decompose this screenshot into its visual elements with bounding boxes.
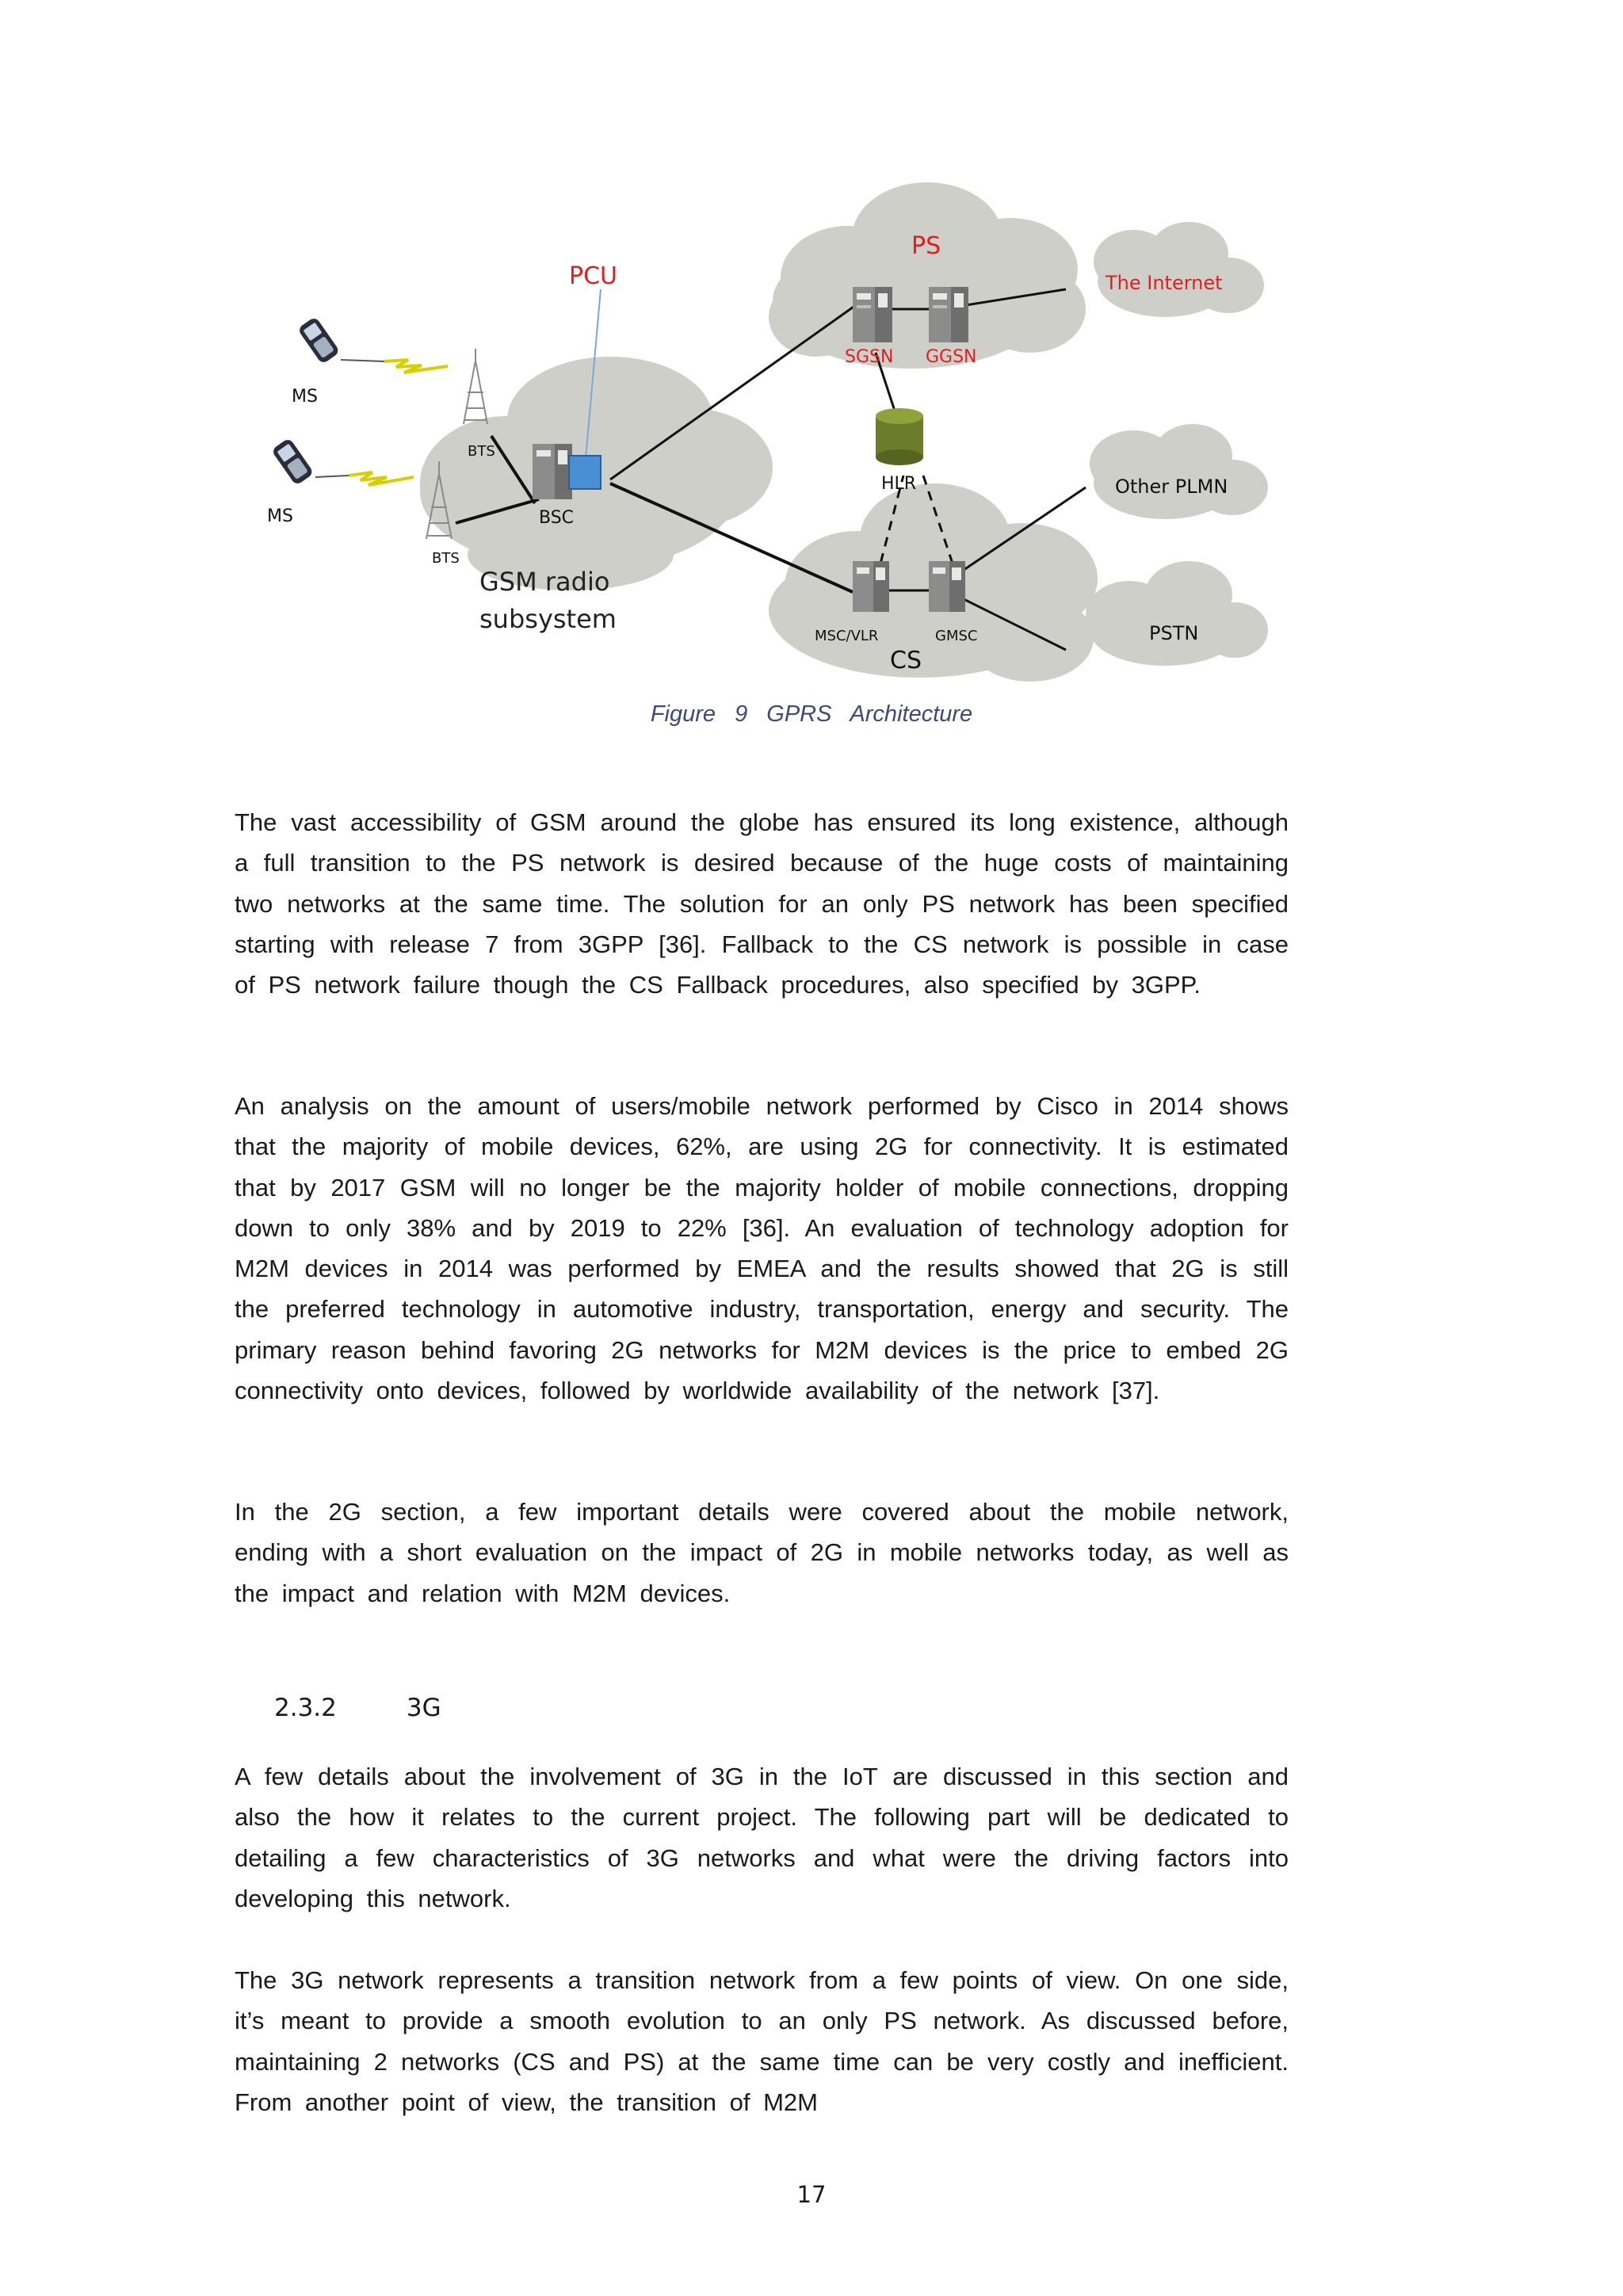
ggsn-label: GGSN (926, 347, 977, 367)
section-title: 3G (406, 1694, 441, 1722)
ms-label-top: MS (292, 387, 318, 407)
gmsc-label: GMSC (935, 628, 978, 644)
bts-tower-icon-top (464, 349, 487, 424)
internet-cloud (1094, 222, 1264, 317)
body-paragraph-2: An analysis on the amount of users/mobile network performed by Cisco in 2014 shows that the majority of mobile devices, 62%, are using 2G for connectivity. It is estimated that by 2017 GSM will no longer be the majority holder of mobile connections, dropping down to only 38% and by 2019 to 22% [36]. An evaluation of technology adoption for M2M devices in 2014 was performed by EMEA and the results showed that 2G is still the preferred technology in automotive industry, transportation, energy and security. The primary reason behind favoring 2G networks for M2M devices is the price to embed 2G connectivity onto devices, followed by worldwide availability of the network [37]. (235, 1092, 1289, 1405)
sgsn-label: SGSN (845, 347, 894, 367)
bsc-server-icon (533, 444, 572, 499)
section-number: 2.3.2 (274, 1694, 337, 1722)
page-number: 17 (796, 2181, 827, 2208)
hlr-label: HLR (881, 474, 917, 494)
bts-label-bottom: BTS (432, 550, 460, 567)
msc-vlr-server-icon (853, 561, 889, 612)
bsc-label: BSC (539, 508, 575, 528)
body-paragraph-5: The 3G network represents a transition network from a few points of view. On one side, it’s meant to provide a smooth evolution to an only PS network. As discussed before, maintaining 2 networks (CS and PS) at the same time can be very costly and inefficient. From another point of view, the transition of M2M (235, 1966, 1289, 2116)
other-plmn-label: Other PLMN (1115, 476, 1228, 498)
sgsn-server-icon (853, 287, 892, 342)
gprs-architecture-diagram (238, 182, 1316, 753)
hlr-database-icon (876, 408, 923, 465)
gsm-subsystem-label-line2: subsystem (479, 604, 617, 634)
mobile-phone-icon-bottom (271, 437, 314, 486)
body-paragraph-4: A few details about the involvement of 3G in the IoT are discussed in this section and also the how it relates to the current project. The following part will be dedicated to detailing a few characteristics of 3G networks and what were the driving factors into developing this network. (235, 1763, 1289, 1912)
ps-cloud (769, 182, 1086, 369)
gsm-subsystem-label-line1: GSM radio (479, 567, 610, 597)
ggsn-server-icon (929, 287, 968, 342)
figure-caption: Figure 9 GPRS Architecture (650, 701, 973, 727)
pcu-label: PCU (569, 262, 617, 290)
pstn-cloud (1086, 561, 1268, 666)
mobile-phone-icon-top (297, 316, 340, 365)
internet-label: The Internet (1106, 272, 1223, 294)
ps-label: PS (911, 232, 941, 260)
ms-label-bottom: MS (267, 506, 293, 526)
section-heading (274, 1694, 441, 1722)
msc-vlr-label: MSC/VLR (815, 628, 879, 644)
bts-label-top: BTS (468, 443, 495, 460)
other-plmn-cloud (1090, 424, 1268, 519)
pcu-box-icon (569, 456, 601, 489)
body-paragraph-3: In the 2G section, a few important details were covered about the mobile network, ending with a short evaluation on the impact of 2G in mobile networks today, as well as the impact and relation with M2M devices. (235, 1498, 1289, 1607)
pstn-label: PSTN (1149, 622, 1199, 644)
cs-label: CS (890, 647, 922, 674)
body-paragraph-1: The vast accessibility of GSM around the globe has ensured its long existence, although a full transition to the PS network is desired because of the huge costs of maintaining two networks at the same time. The solution for an only PS network has been specified starting with release 7 from 3GPP [36]. Fallback to the CS network is possible in case of PS network failure though the CS Fallback procedures, also specified by 3GPP. (235, 808, 1289, 999)
gmsc-server-icon (929, 561, 965, 612)
gprs-architecture-figure (238, 182, 1316, 753)
